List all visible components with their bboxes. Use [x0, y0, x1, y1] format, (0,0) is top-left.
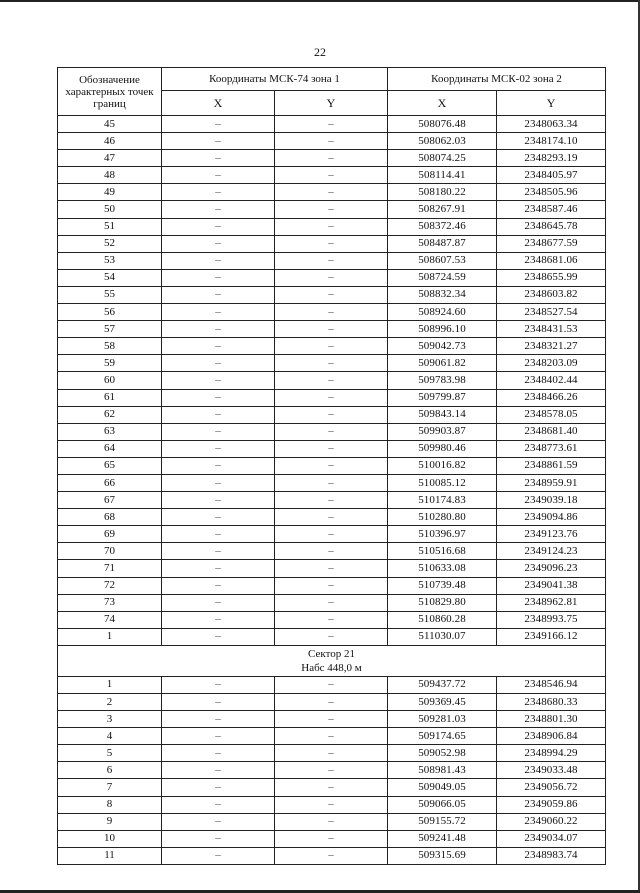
msk02-y-cell: 2348546.94	[497, 676, 606, 693]
point-id-cell: 1	[58, 676, 162, 693]
msk02-x-cell: 510739.48	[388, 577, 497, 594]
msk74-x-cell: –	[162, 133, 275, 150]
table-row	[58, 676, 606, 693]
msk74-y-cell: –	[275, 847, 388, 864]
msk74-x-cell: –	[162, 676, 275, 693]
msk74-y-cell: –	[275, 440, 388, 457]
msk74-y-cell: –	[275, 150, 388, 167]
msk74-y-cell: –	[275, 611, 388, 628]
table-row	[58, 762, 606, 779]
msk02-x-cell: 509843.14	[388, 406, 497, 423]
point-id-cell: 69	[58, 526, 162, 543]
table-row	[58, 474, 606, 491]
msk02-y-cell: 2348603.82	[497, 286, 606, 303]
table-row	[58, 847, 606, 864]
point-id-cell: 60	[58, 372, 162, 389]
msk02-x-cell: 509042.73	[388, 338, 497, 355]
msk74-y-cell: –	[275, 676, 388, 693]
msk74-y-cell: –	[275, 321, 388, 338]
msk74-x-cell: –	[162, 543, 275, 560]
msk74-x-cell: –	[162, 338, 275, 355]
msk74-x-cell: –	[162, 116, 275, 133]
msk02-x-cell: 509315.69	[388, 847, 497, 864]
point-id-cell: 51	[58, 218, 162, 235]
msk02-x-cell: 509052.98	[388, 745, 497, 762]
msk74-x-cell: –	[162, 235, 275, 252]
table-row	[58, 694, 606, 711]
msk02-y-cell: 2348293.19	[497, 150, 606, 167]
msk02-x-cell: 509066.05	[388, 796, 497, 813]
msk02-y-cell: 2349123.76	[497, 526, 606, 543]
table-row	[58, 577, 606, 594]
msk02-x-cell: 508062.03	[388, 133, 497, 150]
table-row	[58, 796, 606, 813]
table-row	[58, 116, 606, 133]
header-msk74-y: Y	[275, 91, 388, 116]
msk74-y-cell: –	[275, 796, 388, 813]
msk02-x-cell: 508267.91	[388, 201, 497, 218]
msk74-x-cell: –	[162, 321, 275, 338]
msk02-x-cell: 510016.82	[388, 457, 497, 474]
msk74-x-cell: –	[162, 830, 275, 847]
table-row	[58, 218, 606, 235]
msk74-x-cell: –	[162, 286, 275, 303]
msk74-y-cell: –	[275, 543, 388, 560]
msk02-y-cell: 2349096.23	[497, 560, 606, 577]
msk02-y-cell: 2349056.72	[497, 779, 606, 796]
header-msk74: Координаты МСК-74 зона 1	[162, 68, 388, 91]
table-row	[58, 628, 606, 645]
point-id-cell: 6	[58, 762, 162, 779]
msk02-y-cell: 2348431.53	[497, 321, 606, 338]
point-id-cell: 73	[58, 594, 162, 611]
msk02-y-cell: 2348983.74	[497, 847, 606, 864]
table-body-part1	[58, 116, 606, 646]
msk02-y-cell: 2348645.78	[497, 218, 606, 235]
msk02-y-cell: 2349060.22	[497, 813, 606, 830]
point-id-cell: 74	[58, 611, 162, 628]
msk74-y-cell: –	[275, 830, 388, 847]
table-row	[58, 321, 606, 338]
table-row	[58, 509, 606, 526]
msk02-y-cell: 2348505.96	[497, 184, 606, 201]
msk02-x-cell: 508832.34	[388, 286, 497, 303]
point-id-cell: 48	[58, 167, 162, 184]
msk74-y-cell: –	[275, 304, 388, 321]
msk02-x-cell: 509174.65	[388, 728, 497, 745]
msk74-y-cell: –	[275, 474, 388, 491]
point-id-cell: 57	[58, 321, 162, 338]
msk74-y-cell: –	[275, 389, 388, 406]
msk74-x-cell: –	[162, 406, 275, 423]
table-row	[58, 355, 606, 372]
header-msk02-y: Y	[497, 91, 606, 116]
msk02-x-cell: 508996.10	[388, 321, 497, 338]
msk74-y-cell: –	[275, 526, 388, 543]
msk02-x-cell: 509437.72	[388, 676, 497, 693]
msk02-y-cell: 2349039.18	[497, 492, 606, 509]
msk74-x-cell: –	[162, 457, 275, 474]
msk02-x-cell: 509783.98	[388, 372, 497, 389]
msk74-y-cell: –	[275, 235, 388, 252]
msk74-y-cell: –	[275, 423, 388, 440]
point-id-cell: 52	[58, 235, 162, 252]
table-row	[58, 389, 606, 406]
msk02-x-cell: 510516.68	[388, 543, 497, 560]
point-id-cell: 11	[58, 847, 162, 864]
point-id-cell: 58	[58, 338, 162, 355]
point-id-cell: 10	[58, 830, 162, 847]
msk74-y-cell: –	[275, 406, 388, 423]
msk74-y-cell: –	[275, 577, 388, 594]
msk02-x-cell: 510174.83	[388, 492, 497, 509]
msk74-x-cell: –	[162, 440, 275, 457]
msk74-x-cell: –	[162, 611, 275, 628]
sector-row	[58, 645, 606, 676]
header-point-label: Обозначение характерных точек границ	[58, 68, 162, 116]
point-id-cell: 55	[58, 286, 162, 303]
msk74-x-cell: –	[162, 509, 275, 526]
msk74-y-cell: –	[275, 355, 388, 372]
msk02-y-cell: 2348063.34	[497, 116, 606, 133]
msk02-y-cell: 2348680.33	[497, 694, 606, 711]
msk74-y-cell: –	[275, 779, 388, 796]
msk02-x-cell: 508981.43	[388, 762, 497, 779]
point-id-cell: 66	[58, 474, 162, 491]
scan-edge-top	[0, 0, 640, 2]
sector-cell	[58, 645, 606, 676]
msk74-x-cell: –	[162, 728, 275, 745]
table-row	[58, 201, 606, 218]
msk02-y-cell: 2348906.84	[497, 728, 606, 745]
msk74-y-cell: –	[275, 813, 388, 830]
point-id-cell: 3	[58, 711, 162, 728]
table-row	[58, 526, 606, 543]
point-id-cell: 72	[58, 577, 162, 594]
msk02-x-cell: 509281.03	[388, 711, 497, 728]
msk02-y-cell: 2348993.75	[497, 611, 606, 628]
msk02-x-cell: 510396.97	[388, 526, 497, 543]
msk74-y-cell: –	[275, 184, 388, 201]
msk02-y-cell: 2348681.06	[497, 252, 606, 269]
table-row	[58, 492, 606, 509]
msk02-x-cell: 508924.60	[388, 304, 497, 321]
point-id-cell: 61	[58, 389, 162, 406]
msk74-x-cell: –	[162, 711, 275, 728]
msk74-x-cell: –	[162, 423, 275, 440]
msk74-y-cell: –	[275, 201, 388, 218]
msk74-x-cell: –	[162, 184, 275, 201]
msk74-x-cell: –	[162, 779, 275, 796]
msk02-y-cell: 2348405.97	[497, 167, 606, 184]
msk74-x-cell: –	[162, 372, 275, 389]
page-number: 22	[314, 45, 326, 59]
msk74-x-cell: –	[162, 474, 275, 491]
msk74-y-cell: –	[275, 286, 388, 303]
coordinates-table	[57, 67, 606, 865]
msk74-y-cell: –	[275, 269, 388, 286]
msk74-y-cell: –	[275, 252, 388, 269]
msk02-y-cell: 2348587.46	[497, 201, 606, 218]
msk02-x-cell: 508724.59	[388, 269, 497, 286]
msk74-x-cell: –	[162, 745, 275, 762]
table-row	[58, 286, 606, 303]
table-row	[58, 830, 606, 847]
point-id-cell: 59	[58, 355, 162, 372]
msk02-y-cell: 2348527.54	[497, 304, 606, 321]
msk74-x-cell: –	[162, 355, 275, 372]
point-id-cell: 45	[58, 116, 162, 133]
header-msk74-x: X	[162, 91, 275, 116]
msk74-x-cell: –	[162, 389, 275, 406]
msk02-y-cell: 2348578.05	[497, 406, 606, 423]
point-id-cell: 50	[58, 201, 162, 218]
msk74-y-cell: –	[275, 745, 388, 762]
msk74-y-cell: –	[275, 560, 388, 577]
msk02-x-cell: 509049.05	[388, 779, 497, 796]
msk02-x-cell: 509241.48	[388, 830, 497, 847]
msk02-x-cell: 508114.41	[388, 167, 497, 184]
msk02-y-cell: 2349094.86	[497, 509, 606, 526]
point-id-cell: 53	[58, 252, 162, 269]
msk02-y-cell: 2348861.59	[497, 457, 606, 474]
table-row	[58, 269, 606, 286]
header-msk02: Координаты МСК-02 зона 2	[388, 68, 606, 91]
point-id-cell: 4	[58, 728, 162, 745]
msk02-x-cell: 510280.80	[388, 509, 497, 526]
msk74-y-cell: –	[275, 492, 388, 509]
msk74-x-cell: –	[162, 813, 275, 830]
table-body-part2	[58, 676, 606, 864]
table-row	[58, 184, 606, 201]
point-id-cell: 68	[58, 509, 162, 526]
msk02-y-cell: 2348174.10	[497, 133, 606, 150]
point-id-cell: 46	[58, 133, 162, 150]
msk02-x-cell: 509903.87	[388, 423, 497, 440]
msk02-y-cell: 2348681.40	[497, 423, 606, 440]
msk02-y-cell: 2349033.48	[497, 762, 606, 779]
table-row	[58, 304, 606, 321]
msk02-x-cell: 508180.22	[388, 184, 497, 201]
table-row	[58, 440, 606, 457]
msk74-y-cell: –	[275, 116, 388, 133]
msk74-y-cell: –	[275, 711, 388, 728]
table-row	[58, 779, 606, 796]
header-msk02-x: X	[388, 91, 497, 116]
msk74-x-cell: –	[162, 694, 275, 711]
msk02-y-cell: 2348321.27	[497, 338, 606, 355]
msk74-x-cell: –	[162, 628, 275, 645]
table-row	[58, 235, 606, 252]
msk02-y-cell: 2349059.86	[497, 796, 606, 813]
msk74-x-cell: –	[162, 526, 275, 543]
point-id-cell: 65	[58, 457, 162, 474]
msk02-x-cell: 508487.87	[388, 235, 497, 252]
table-row	[58, 813, 606, 830]
table-row	[58, 150, 606, 167]
msk74-y-cell: –	[275, 372, 388, 389]
point-id-cell: 5	[58, 745, 162, 762]
msk74-x-cell: –	[162, 847, 275, 864]
msk02-x-cell: 509155.72	[388, 813, 497, 830]
table-row	[58, 372, 606, 389]
msk02-y-cell: 2348203.09	[497, 355, 606, 372]
msk74-x-cell: –	[162, 167, 275, 184]
msk02-y-cell: 2348466.26	[497, 389, 606, 406]
msk74-y-cell: –	[275, 167, 388, 184]
point-id-cell: 8	[58, 796, 162, 813]
point-id-cell: 67	[58, 492, 162, 509]
msk74-x-cell: –	[162, 796, 275, 813]
msk02-x-cell: 510829.80	[388, 594, 497, 611]
msk74-x-cell: –	[162, 304, 275, 321]
msk02-x-cell: 508074.25	[388, 150, 497, 167]
point-id-cell: 64	[58, 440, 162, 457]
msk74-y-cell: –	[275, 694, 388, 711]
msk02-y-cell: 2348402.44	[497, 372, 606, 389]
table-row	[58, 594, 606, 611]
point-id-cell: 47	[58, 150, 162, 167]
table-row	[58, 611, 606, 628]
msk02-y-cell: 2348677.59	[497, 235, 606, 252]
sector-block	[58, 645, 606, 676]
msk02-x-cell: 509061.82	[388, 355, 497, 372]
msk02-x-cell: 509980.46	[388, 440, 497, 457]
msk02-x-cell: 509369.45	[388, 694, 497, 711]
msk74-y-cell: –	[275, 338, 388, 355]
msk02-x-cell: 508607.53	[388, 252, 497, 269]
point-id-cell: 70	[58, 543, 162, 560]
msk74-y-cell: –	[275, 728, 388, 745]
msk02-y-cell: 2348655.99	[497, 269, 606, 286]
msk02-y-cell: 2348962.81	[497, 594, 606, 611]
point-id-cell: 2	[58, 694, 162, 711]
table-row	[58, 728, 606, 745]
msk02-x-cell: 508076.48	[388, 116, 497, 133]
msk02-y-cell: 2348801.30	[497, 711, 606, 728]
msk74-y-cell: –	[275, 509, 388, 526]
msk02-y-cell: 2349034.07	[497, 830, 606, 847]
msk02-y-cell: 2349166.12	[497, 628, 606, 645]
table-row	[58, 133, 606, 150]
msk74-y-cell: –	[275, 594, 388, 611]
table-row	[58, 457, 606, 474]
msk02-x-cell: 510860.28	[388, 611, 497, 628]
msk02-x-cell: 510085.12	[388, 474, 497, 491]
table-row	[58, 423, 606, 440]
point-id-cell: 63	[58, 423, 162, 440]
msk02-y-cell: 2349124.23	[497, 543, 606, 560]
msk74-x-cell: –	[162, 252, 275, 269]
point-id-cell: 1	[58, 628, 162, 645]
msk02-x-cell: 509799.87	[388, 389, 497, 406]
table-row	[58, 252, 606, 269]
msk74-x-cell: –	[162, 560, 275, 577]
msk02-x-cell: 508372.46	[388, 218, 497, 235]
msk02-y-cell: 2348959.91	[497, 474, 606, 491]
msk74-x-cell: –	[162, 492, 275, 509]
msk02-y-cell: 2348994.29	[497, 745, 606, 762]
msk02-y-cell: 2349041.38	[497, 577, 606, 594]
table-row	[58, 338, 606, 355]
table-row	[58, 167, 606, 184]
msk74-y-cell: –	[275, 133, 388, 150]
msk74-x-cell: –	[162, 150, 275, 167]
table-row	[58, 406, 606, 423]
table-row	[58, 711, 606, 728]
table-row	[58, 560, 606, 577]
msk02-y-cell: 2348773.61	[497, 440, 606, 457]
msk74-y-cell: –	[275, 218, 388, 235]
point-id-cell: 62	[58, 406, 162, 423]
msk74-y-cell: –	[275, 628, 388, 645]
point-id-cell: 7	[58, 779, 162, 796]
point-id-cell: 71	[58, 560, 162, 577]
point-id-cell: 9	[58, 813, 162, 830]
msk74-x-cell: –	[162, 218, 275, 235]
point-id-cell: 56	[58, 304, 162, 321]
msk74-x-cell: –	[162, 594, 275, 611]
table-row	[58, 745, 606, 762]
sector-subtitle: Набс 448,0 м	[301, 661, 362, 674]
point-id-cell: 54	[58, 269, 162, 286]
msk74-x-cell: –	[162, 762, 275, 779]
msk02-x-cell: 510633.08	[388, 560, 497, 577]
msk74-y-cell: –	[275, 762, 388, 779]
msk74-x-cell: –	[162, 577, 275, 594]
table-row	[58, 543, 606, 560]
msk74-x-cell: –	[162, 201, 275, 218]
msk02-x-cell: 511030.07	[388, 628, 497, 645]
sector-title: Сектор 21	[308, 647, 355, 660]
point-id-cell: 49	[58, 184, 162, 201]
msk74-x-cell: –	[162, 269, 275, 286]
msk74-y-cell: –	[275, 457, 388, 474]
